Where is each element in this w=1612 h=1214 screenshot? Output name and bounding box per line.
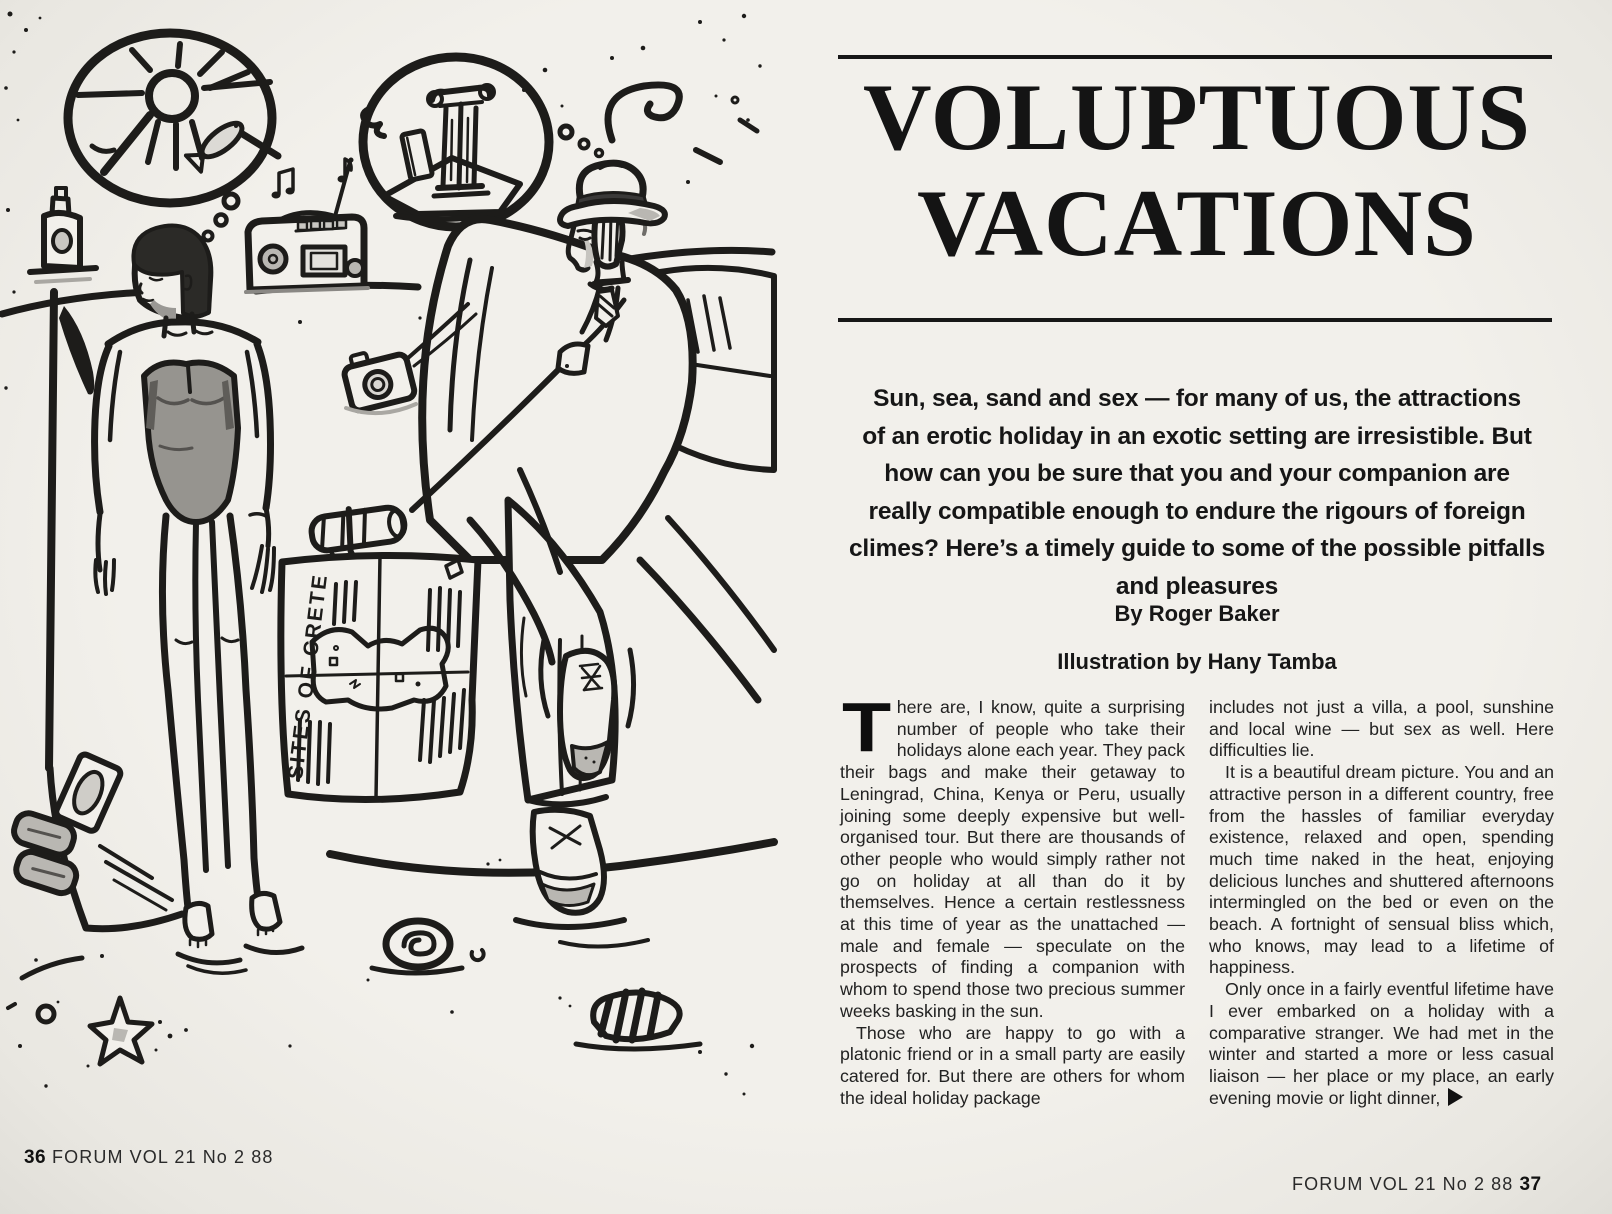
boombox xyxy=(246,158,368,293)
paragraph xyxy=(840,688,1185,1023)
body-column-1 xyxy=(840,688,1185,1109)
paragraph-text: Those who are happy to go with a platonic friend or in a small party are easily catered for. But there are others for whom the ideal holiday package xyxy=(840,1022,1185,1108)
article-page xyxy=(836,0,1558,1214)
right-page-folio xyxy=(1292,1174,1541,1196)
greek-column-thought-bubble xyxy=(363,57,603,227)
byline: By Roger Baker xyxy=(1114,601,1280,626)
article-title xyxy=(836,64,1558,276)
scribble-doodle xyxy=(608,85,757,162)
standfirst-line: climes? Here’s a timely guide to some of the possible pitfalls xyxy=(848,535,1546,562)
body-columns xyxy=(840,688,1554,1109)
paragraph xyxy=(1209,979,1554,1109)
spiral-shell xyxy=(372,921,462,973)
standfirst-line: Sun, sea, sand and sex — for many of us, the attractions xyxy=(873,385,1521,412)
map-label: SITES OF CRETE xyxy=(284,571,333,781)
paragraph-text: includes not just a villa, a pool, sunshine and local wine — but sex as well. Here difficulties lie. xyxy=(1209,697,1554,761)
left-page-number: 36 xyxy=(24,1147,46,1168)
left-folio-text: FORUM VOL 21 No 2 88 xyxy=(52,1147,274,1167)
paragraph xyxy=(1209,762,1554,979)
paragraph-text: here are, I know, quite a surprising number of people who take their holidays alone each year. They pack their bags and make their getaway to Leningrad, China, Kenya or Peru, usually joining some deeply expensive but well-organised tour. But there are thousands of other people who would simply rather not go on holiday at all than do it by themselves. Hence a certain restlessness at this time of year as the unattached — male and female — speculate on the prospects of finding a companion with whom to spend those two precious summer weeks basking in the sun. xyxy=(840,697,1185,1021)
illustration-credit: Illustration by Hany Tamba xyxy=(1057,649,1337,674)
conch-shell xyxy=(576,991,700,1049)
standfirst-line: and pleasures xyxy=(1115,572,1279,600)
paragraph xyxy=(1209,697,1554,762)
title-line-2: VACATIONS xyxy=(917,170,1477,276)
sites-of-crete-map xyxy=(281,555,478,799)
top-rule xyxy=(838,55,1552,59)
right-page-number: 37 xyxy=(1519,1174,1542,1195)
rolled-newspaper xyxy=(309,502,408,557)
beach-cartoon-illustration xyxy=(0,0,780,1115)
paragraph xyxy=(840,1023,1185,1110)
paperback-on-towel xyxy=(54,753,122,833)
standfirst-line: really compatible enough to endure the rigours of foreign xyxy=(868,497,1526,525)
standfirst-line: how can you be sure that you and your companion are xyxy=(884,460,1510,487)
paragraph-text: It is a beautiful dream picture. You and an attractive person in a different country, free from the hassles of familiar everyday existence, relaxed and open, spending much time naked in the heat, enjoying delicious lunches and shuttered afternoons intermingled on the bed or even on the beach. A fortnight of sensual bliss which, who knows, may lead to a lifetime of happiness. xyxy=(1209,762,1554,978)
left-page-folio xyxy=(24,1147,273,1169)
body-column-2 xyxy=(1209,697,1554,1109)
music-notes xyxy=(272,159,352,199)
mid-rule xyxy=(838,318,1552,322)
standfirst xyxy=(844,380,1550,605)
starfish xyxy=(90,998,152,1064)
drop-cap: T xyxy=(842,688,892,766)
standfirst-line: of an erotic holiday in an exotic setting are irresistible. But xyxy=(862,422,1532,450)
right-folio-text: FORUM VOL 21 No 2 88 xyxy=(1292,1174,1514,1194)
pebble xyxy=(38,1006,54,1022)
sunscreen-bottle xyxy=(30,188,96,282)
sun-thought-bubble xyxy=(68,33,278,241)
continued-arrow-icon xyxy=(1448,1088,1463,1106)
title-line-1: VOLUPTUOUS xyxy=(863,64,1531,170)
paragraph-text: Only once in a fairly eventful lifetime have I ever embarked on a holiday with a comparative stranger. We had met in the winter and started a more or less casual liaison — her place or my place, an early evening movie or light dinner, xyxy=(1209,979,1554,1108)
